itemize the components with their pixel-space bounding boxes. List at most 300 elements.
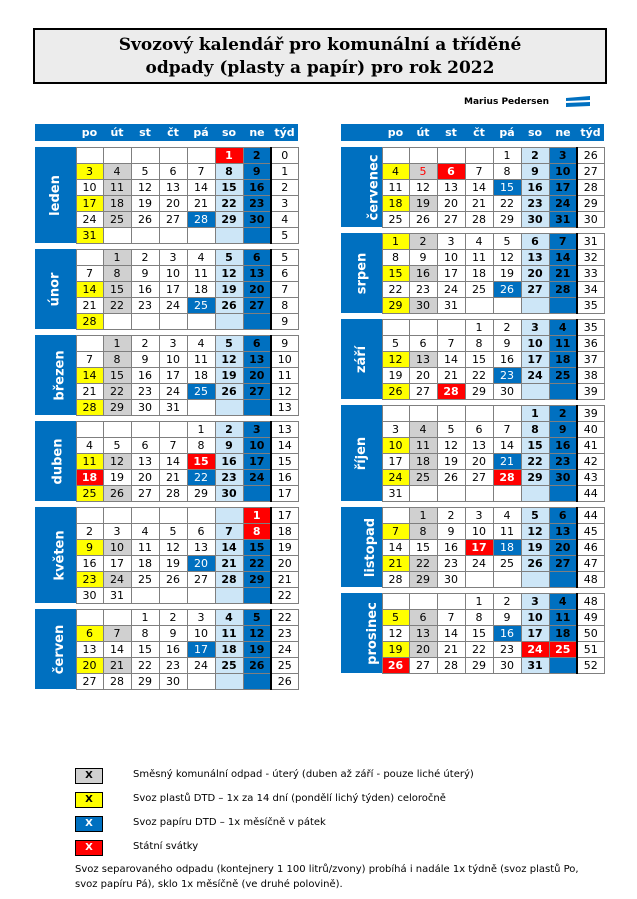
day-cell: 20	[465, 453, 493, 469]
day-cell: 27	[437, 211, 465, 227]
day-header: út	[409, 124, 437, 141]
header-spacer	[35, 124, 76, 141]
day-cell: 21	[76, 297, 103, 313]
day-cell: 23	[409, 281, 437, 297]
week-row	[341, 147, 604, 163]
day-cell: 13	[437, 179, 465, 195]
day-cell: 14	[465, 179, 493, 195]
day-cell: 29	[131, 673, 159, 689]
day-cell: 28	[187, 211, 215, 227]
day-cell	[76, 421, 103, 437]
week-number: 26	[577, 147, 604, 163]
day-cell: 7	[437, 609, 465, 625]
day-cell	[215, 507, 243, 523]
day-cell: 31	[549, 211, 577, 227]
day-cell: 10	[465, 523, 493, 539]
month-name: březen	[52, 349, 68, 401]
week-number: 12	[271, 383, 298, 399]
month-label	[35, 421, 76, 501]
day-cell: 17	[243, 453, 271, 469]
day-cell: 27	[409, 657, 437, 673]
day-cell: 30	[521, 211, 549, 227]
day-cell: 28	[76, 313, 103, 329]
day-cell: 2	[409, 233, 437, 249]
day-cell: 11	[187, 351, 215, 367]
legend-swatch: X	[75, 840, 103, 856]
month-name: září	[353, 345, 369, 373]
day-cell: 30	[159, 673, 187, 689]
day-cell: 26	[409, 211, 437, 227]
day-cell: 19	[215, 367, 243, 383]
day-cell: 6	[521, 233, 549, 249]
day-cell: 12	[437, 437, 465, 453]
day-cell	[437, 319, 465, 335]
day-header: čt	[159, 124, 187, 141]
day-cell: 26	[382, 383, 409, 399]
day-cell: 30	[409, 297, 437, 313]
day-cell: 4	[187, 249, 215, 265]
day-cell	[131, 421, 159, 437]
day-cell	[187, 399, 215, 415]
day-cell: 19	[382, 641, 409, 657]
day-cell: 16	[159, 641, 187, 657]
day-cell: 12	[131, 179, 159, 195]
day-cell	[76, 335, 103, 351]
day-cell: 2	[493, 319, 521, 335]
week-number: 13	[271, 399, 298, 415]
month-label	[341, 233, 382, 313]
day-cell: 11	[493, 523, 521, 539]
day-cell	[131, 227, 159, 243]
day-cell: 27	[409, 383, 437, 399]
day-cell: 27	[76, 673, 103, 689]
day-cell: 27	[521, 281, 549, 297]
day-cell: 28	[437, 383, 465, 399]
day-cell: 11	[465, 249, 493, 265]
day-cell: 30	[76, 587, 103, 603]
day-cell: 8	[465, 609, 493, 625]
day-cell: 17	[437, 265, 465, 281]
day-cell: 3	[103, 523, 131, 539]
day-cell	[465, 485, 493, 501]
day-cell: 13	[465, 437, 493, 453]
legend-text: Státní svátky	[133, 841, 199, 852]
day-cell: 20	[409, 641, 437, 657]
day-cell: 29	[465, 383, 493, 399]
day-cell: 13	[521, 249, 549, 265]
day-cell	[409, 319, 437, 335]
week-row	[341, 405, 604, 421]
day-cell: 24	[521, 367, 549, 383]
day-cell: 29	[521, 469, 549, 485]
day-cell: 11	[549, 609, 577, 625]
day-cell: 8	[187, 437, 215, 453]
day-cell: 24	[243, 469, 271, 485]
day-cell: 16	[437, 539, 465, 555]
day-cell: 21	[437, 367, 465, 383]
day-cell: 26	[215, 383, 243, 399]
day-cell: 15	[187, 453, 215, 469]
day-cell: 1	[215, 147, 243, 163]
month-name: červen	[52, 624, 68, 674]
day-cell: 3	[159, 249, 187, 265]
week-number: 29	[577, 195, 604, 211]
day-cell: 27	[243, 297, 271, 313]
week-row	[341, 319, 604, 335]
day-cell: 9	[159, 625, 187, 641]
day-cell: 18	[103, 195, 131, 211]
day-cell: 9	[131, 351, 159, 367]
day-cell	[382, 507, 409, 523]
day-cell: 15	[465, 351, 493, 367]
day-cell: 28	[437, 657, 465, 673]
week-number: 27	[577, 163, 604, 179]
day-cell: 7	[437, 335, 465, 351]
day-cell: 18	[409, 453, 437, 469]
day-cell: 28	[465, 211, 493, 227]
day-cell	[159, 587, 187, 603]
day-cell: 31	[103, 587, 131, 603]
day-cell: 19	[493, 265, 521, 281]
day-header: týd	[577, 124, 604, 141]
day-cell: 11	[549, 335, 577, 351]
day-cell: 14	[76, 281, 103, 297]
day-cell: 6	[409, 609, 437, 625]
day-cell: 6	[465, 421, 493, 437]
day-cell: 14	[215, 539, 243, 555]
week-row	[35, 147, 298, 163]
day-header: po	[76, 124, 103, 141]
collection-note: Svoz separovaného odpadu (kontejnery 1 100 litrů/zvony) probíhá i nadále 1x týdně (svoz plastů Po, svoz papíru Pá), sklo 1x měsíčně (ve druhé polovině).	[75, 864, 579, 890]
day-cell: 1	[103, 335, 131, 351]
day-cell	[243, 227, 271, 243]
day-cell: 1	[187, 421, 215, 437]
calendar-title	[33, 28, 607, 84]
day-cell: 1	[103, 249, 131, 265]
day-cell: 4	[382, 163, 409, 179]
day-cell: 19	[521, 539, 549, 555]
day-cell: 5	[243, 609, 271, 625]
day-cell	[103, 147, 131, 163]
week-row	[35, 507, 298, 523]
day-cell: 22	[493, 195, 521, 211]
day-cell: 2	[131, 335, 159, 351]
day-cell: 15	[215, 179, 243, 195]
day-cell: 13	[131, 453, 159, 469]
day-cell: 23	[243, 195, 271, 211]
day-header: týd	[271, 124, 298, 141]
week-number: 21	[271, 571, 298, 587]
day-cell: 10	[103, 539, 131, 555]
day-cell	[215, 313, 243, 329]
day-cell: 5	[382, 609, 409, 625]
day-cell: 20	[549, 539, 577, 555]
day-cell: 18	[549, 351, 577, 367]
day-cell: 22	[243, 555, 271, 571]
day-cell: 24	[76, 211, 103, 227]
week-number: 34	[577, 281, 604, 297]
day-cell	[465, 405, 493, 421]
day-cell: 11	[76, 453, 103, 469]
day-cell: 15	[243, 539, 271, 555]
month-name: říjen	[353, 436, 369, 470]
day-cell	[382, 319, 409, 335]
day-cell	[159, 507, 187, 523]
day-cell	[493, 405, 521, 421]
day-cell: 20	[76, 657, 103, 673]
day-cell	[187, 313, 215, 329]
day-cell: 21	[103, 657, 131, 673]
day-cell: 22	[521, 453, 549, 469]
day-cell: 5	[521, 507, 549, 523]
day-cell	[521, 297, 549, 313]
day-cell: 27	[131, 485, 159, 501]
day-cell: 6	[549, 507, 577, 523]
week-number: 44	[577, 507, 604, 523]
day-cell: 6	[76, 625, 103, 641]
day-cell: 25	[187, 297, 215, 313]
day-cell	[215, 227, 243, 243]
day-cell: 18	[187, 367, 215, 383]
week-row	[341, 233, 604, 249]
day-cell: 25	[215, 657, 243, 673]
day-cell: 22	[382, 281, 409, 297]
header-spacer	[341, 124, 382, 141]
day-cell: 8	[103, 351, 131, 367]
day-cell: 9	[215, 437, 243, 453]
day-cell	[103, 227, 131, 243]
day-cell: 25	[131, 571, 159, 587]
day-cell: 7	[76, 265, 103, 281]
day-cell	[131, 507, 159, 523]
day-cell: 26	[437, 469, 465, 485]
day-cell: 3	[187, 609, 215, 625]
week-row	[35, 335, 298, 351]
day-cell: 16	[549, 437, 577, 453]
day-cell	[437, 593, 465, 609]
day-header-row	[35, 124, 298, 141]
month-name: srpen	[354, 252, 370, 294]
day-cell: 8	[382, 249, 409, 265]
legend-text: Svoz plastů DTD – 1x za 14 dní (pondělí lichý týden) celoročně	[133, 793, 446, 804]
day-cell: 20	[521, 265, 549, 281]
day-cell	[409, 405, 437, 421]
day-cell: 3	[521, 593, 549, 609]
day-cell: 30	[131, 399, 159, 415]
day-cell: 3	[437, 233, 465, 249]
month-label	[35, 335, 76, 415]
week-number: 2	[271, 179, 298, 195]
day-header: čt	[465, 124, 493, 141]
day-cell: 29	[103, 399, 131, 415]
day-cell: 16	[521, 179, 549, 195]
day-cell: 16	[131, 367, 159, 383]
week-number: 39	[577, 383, 604, 399]
week-number: 23	[271, 625, 298, 641]
day-cell: 7	[493, 421, 521, 437]
day-cell: 18	[493, 539, 521, 555]
week-number: 17	[271, 485, 298, 501]
day-cell: 24	[159, 297, 187, 313]
day-cell: 15	[521, 437, 549, 453]
day-cell	[76, 507, 103, 523]
month-name: květen	[52, 529, 68, 581]
day-cell: 13	[243, 351, 271, 367]
day-cell: 1	[382, 233, 409, 249]
day-cell: 4	[131, 523, 159, 539]
day-cell: 7	[549, 233, 577, 249]
week-row	[341, 593, 604, 609]
day-cell: 8	[409, 523, 437, 539]
day-cell: 5	[131, 163, 159, 179]
day-cell: 17	[159, 367, 187, 383]
day-cell: 26	[243, 657, 271, 673]
day-cell: 11	[409, 437, 437, 453]
day-cell: 27	[243, 383, 271, 399]
day-cell: 22	[409, 555, 437, 571]
day-cell: 1	[493, 147, 521, 163]
day-cell: 2	[437, 507, 465, 523]
legend-item	[75, 792, 635, 808]
day-cell: 7	[103, 625, 131, 641]
day-cell: 13	[243, 265, 271, 281]
day-cell: 16	[215, 453, 243, 469]
day-cell: 23	[493, 641, 521, 657]
day-cell: 20	[187, 555, 215, 571]
day-cell: 6	[437, 163, 465, 179]
day-cell	[215, 587, 243, 603]
day-cell: 2	[549, 405, 577, 421]
day-cell: 31	[159, 399, 187, 415]
week-number: 33	[577, 265, 604, 281]
legend-item	[75, 816, 635, 832]
day-cell: 23	[131, 297, 159, 313]
day-cell: 5	[159, 523, 187, 539]
day-header: ne	[549, 124, 577, 141]
day-cell: 25	[549, 641, 577, 657]
day-cell: 17	[521, 625, 549, 641]
week-number: 41	[577, 437, 604, 453]
week-row	[341, 507, 604, 523]
day-cell: 18	[465, 265, 493, 281]
week-number: 1	[271, 163, 298, 179]
day-cell: 7	[215, 523, 243, 539]
day-header-row	[341, 124, 604, 141]
day-cell: 8	[521, 421, 549, 437]
day-cell: 20	[131, 469, 159, 485]
day-cell: 2	[131, 249, 159, 265]
day-cell: 9	[131, 265, 159, 281]
day-cell: 12	[215, 351, 243, 367]
day-cell: 18	[382, 195, 409, 211]
day-cell: 24	[465, 555, 493, 571]
day-cell	[465, 297, 493, 313]
week-number: 52	[577, 657, 604, 673]
day-cell: 19	[103, 469, 131, 485]
day-cell: 14	[549, 249, 577, 265]
legend-swatch: X	[75, 816, 103, 832]
day-cell: 15	[103, 281, 131, 297]
day-cell: 29	[465, 657, 493, 673]
day-cell: 6	[409, 335, 437, 351]
day-cell: 4	[549, 593, 577, 609]
week-number: 47	[577, 555, 604, 571]
day-cell	[465, 147, 493, 163]
day-cell	[103, 609, 131, 625]
day-cell: 10	[243, 437, 271, 453]
day-cell: 5	[103, 437, 131, 453]
day-header: so	[215, 124, 243, 141]
day-cell: 23	[159, 657, 187, 673]
month-label	[341, 319, 382, 399]
week-number: 39	[577, 405, 604, 421]
day-cell: 21	[493, 453, 521, 469]
week-number: 44	[577, 485, 604, 501]
day-cell: 12	[243, 625, 271, 641]
day-cell: 12	[493, 249, 521, 265]
day-cell: 25	[549, 367, 577, 383]
day-cell: 19	[131, 195, 159, 211]
day-cell: 3	[76, 163, 103, 179]
day-cell	[493, 571, 521, 587]
day-cell: 6	[243, 335, 271, 351]
day-cell: 24	[187, 657, 215, 673]
day-cell: 23	[549, 453, 577, 469]
week-number: 14	[271, 437, 298, 453]
day-cell	[159, 227, 187, 243]
week-number: 26	[271, 673, 298, 689]
day-cell	[76, 147, 103, 163]
day-cell: 22	[103, 383, 131, 399]
day-cell: 2	[159, 609, 187, 625]
month-name: duben	[50, 438, 66, 484]
legend-item	[75, 840, 635, 856]
legend-swatch: X	[75, 792, 103, 808]
day-cell: 18	[215, 641, 243, 657]
day-cell: 4	[215, 609, 243, 625]
week-number: 24	[271, 641, 298, 657]
day-cell: 22	[131, 657, 159, 673]
month-name: únor	[47, 272, 63, 306]
day-cell: 15	[465, 625, 493, 641]
month-label	[35, 609, 76, 689]
day-cell: 9	[493, 609, 521, 625]
day-cell: 5	[382, 335, 409, 351]
day-cell: 3	[243, 421, 271, 437]
day-cell: 17	[521, 351, 549, 367]
day-cell	[382, 593, 409, 609]
day-cell: 29	[215, 211, 243, 227]
week-number: 22	[271, 587, 298, 603]
week-number: 35	[577, 319, 604, 335]
day-cell: 2	[521, 147, 549, 163]
day-cell	[243, 313, 271, 329]
day-cell: 13	[409, 625, 437, 641]
day-cell: 25	[76, 485, 103, 501]
day-cell: 20	[409, 367, 437, 383]
day-cell: 7	[465, 163, 493, 179]
day-cell: 1	[243, 507, 271, 523]
day-cell: 18	[187, 281, 215, 297]
day-cell: 13	[549, 523, 577, 539]
day-cell: 25	[493, 555, 521, 571]
day-cell: 7	[76, 351, 103, 367]
day-cell	[243, 587, 271, 603]
day-cell: 9	[243, 163, 271, 179]
week-number: 16	[271, 469, 298, 485]
day-cell: 14	[103, 641, 131, 657]
day-cell: 29	[409, 571, 437, 587]
